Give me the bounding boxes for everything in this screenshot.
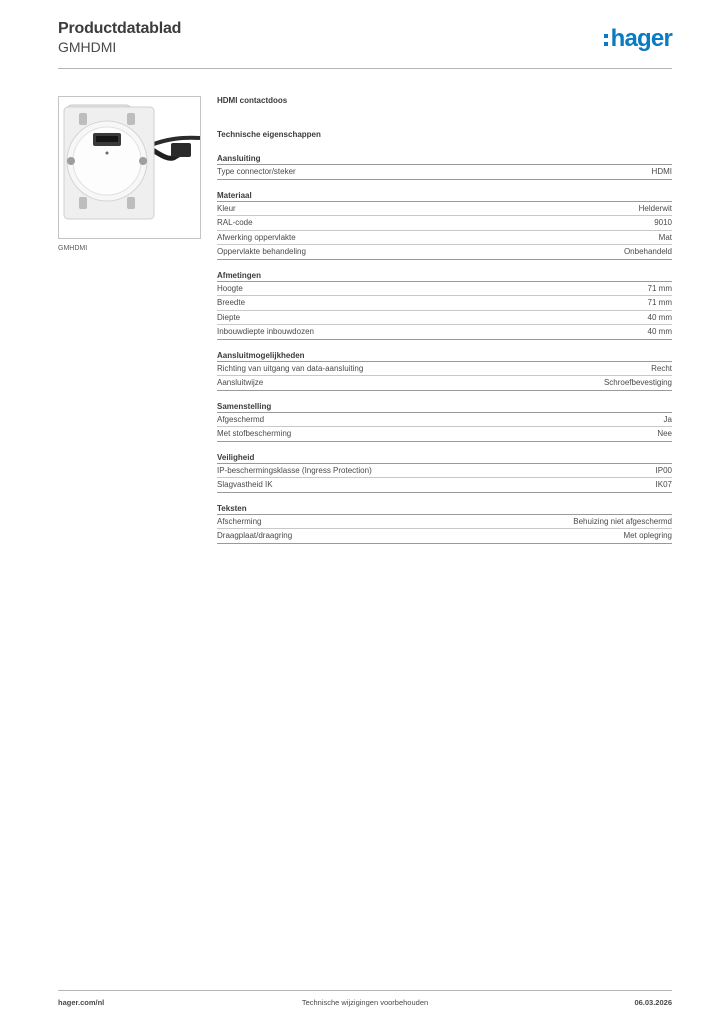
spec-row <box>217 296 672 311</box>
spec-value: 9010 <box>654 218 672 227</box>
spec-group-title: Veiligheid <box>217 452 672 464</box>
spec-label: Draagplaat/draagring <box>217 531 293 540</box>
spec-value: IK07 <box>655 480 672 489</box>
spec-group <box>217 190 672 260</box>
logo-wordmark: hager <box>610 25 672 52</box>
product-name: HDMI contactdoos <box>217 96 288 105</box>
spec-value: IP00 <box>655 465 672 475</box>
spec-group-title: Samenstelling <box>217 401 672 413</box>
spec-value: Helderwit <box>638 203 672 213</box>
spec-label: Oppervlakte behandeling <box>217 247 306 256</box>
spec-row <box>217 245 672 260</box>
spec-row <box>217 478 672 493</box>
document-footer <box>58 998 672 1010</box>
hager-logo <box>604 27 672 51</box>
spec-value: Onbehandeld <box>623 247 672 256</box>
spec-label: Aansluitwijze <box>217 378 264 387</box>
spec-value: Recht <box>651 363 672 373</box>
spec-value: Mat <box>658 232 672 242</box>
spec-label: Afscherming <box>217 516 262 526</box>
spec-value: 71 mm <box>647 298 672 307</box>
specification-content <box>217 96 672 544</box>
spec-group-title: Aansluitmogelijkheden <box>217 350 672 362</box>
spec-row <box>217 413 672 428</box>
spec-group-title: Teksten <box>217 503 672 515</box>
spec-group <box>217 401 672 442</box>
document-header <box>58 20 672 70</box>
spec-row <box>217 231 672 246</box>
spec-label: Richting van uitgang van data-aansluiting <box>217 363 364 373</box>
spec-row <box>217 311 672 326</box>
technical-properties-heading: Technische eigenschappen <box>217 130 321 139</box>
footer-date: 06.03.2026 <box>634 998 672 1007</box>
spec-label: Inbouwdiepte inbouwdozen <box>217 327 314 336</box>
logo-dots-icon <box>604 34 608 46</box>
hdmi-socket-image <box>59 97 200 238</box>
spec-group <box>217 350 672 391</box>
spec-value: Ja <box>663 414 672 424</box>
product-image-caption: GMHDMI <box>58 245 88 252</box>
spec-row <box>217 202 672 217</box>
spec-row <box>217 427 672 442</box>
spec-group <box>217 270 672 340</box>
spec-label: Afwerking oppervlakte <box>217 232 296 242</box>
document-title: Productdatablad <box>58 20 182 37</box>
product-image-frame <box>58 96 201 239</box>
spec-label: Diepte <box>217 312 241 322</box>
header-divider <box>58 68 672 69</box>
footer-divider <box>58 990 672 991</box>
spec-label: Kleur <box>217 203 236 213</box>
spec-row <box>217 165 672 180</box>
footer-website: hager.com/nl <box>58 998 105 1007</box>
spec-group <box>217 503 672 544</box>
spec-row <box>217 515 672 530</box>
spec-group-title: Afmetingen <box>217 270 672 282</box>
spec-row <box>217 529 672 544</box>
spec-label: Slagvastheid IK <box>217 480 273 489</box>
spec-value: Met oplegring <box>623 531 672 540</box>
spec-row <box>217 362 672 377</box>
spec-group <box>217 452 672 493</box>
spec-label: RAL-code <box>217 218 253 227</box>
footer-notice: Technische wijzigingen voorbehouden <box>301 998 429 1007</box>
spec-label: Met stofbescherming <box>217 429 292 438</box>
spec-label: Afgeschermd <box>217 414 265 424</box>
spec-group <box>217 153 672 180</box>
spec-value: Nee <box>657 429 672 438</box>
spec-value: 40 mm <box>647 312 672 322</box>
spec-value: 40 mm <box>647 327 672 336</box>
spec-group-title: Materiaal <box>217 190 672 202</box>
spec-row <box>217 464 672 479</box>
spec-label: Type connector/steker <box>217 167 296 176</box>
spec-value: Behuizing niet afgeschermd <box>573 516 672 526</box>
spec-row <box>217 216 672 231</box>
specification-groups <box>217 153 672 544</box>
spec-label: IP-beschermingsklasse (Ingress Protection) <box>217 465 372 475</box>
spec-value: 71 mm <box>647 283 672 293</box>
spec-row <box>217 282 672 297</box>
spec-row <box>217 376 672 391</box>
spec-group-title: Aansluiting <box>217 153 672 165</box>
spec-value: Schroefbevestiging <box>603 378 672 387</box>
spec-label: Breedte <box>217 298 246 307</box>
spec-value: HDMI <box>651 167 672 176</box>
spec-row <box>217 325 672 340</box>
spec-label: Hoogte <box>217 283 243 293</box>
document-subtitle: GMHDMI <box>58 39 117 55</box>
